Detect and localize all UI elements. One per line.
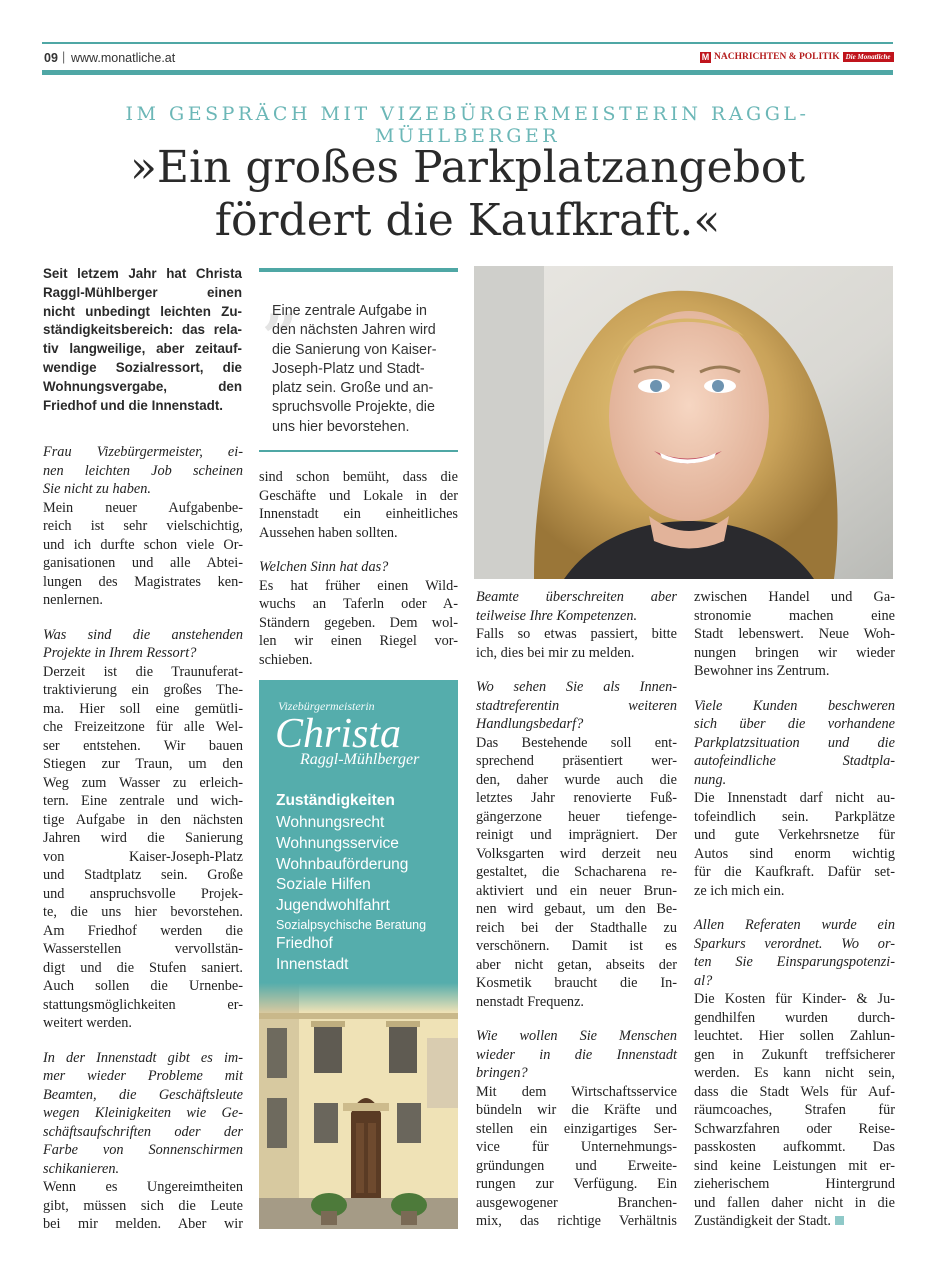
pull-quote-line: den nächsten Jahren wird bbox=[272, 322, 436, 339]
article-column-3 bbox=[476, 588, 677, 1231]
pull-quote-line: platz sein. Große und an- bbox=[272, 380, 434, 397]
responsibilities-list bbox=[276, 813, 426, 976]
responsibility-item: Soziale Hilfen bbox=[276, 876, 371, 894]
portrait-image bbox=[474, 266, 893, 579]
article-column-1 bbox=[43, 443, 243, 1234]
interview-answer bbox=[694, 990, 895, 1231]
lead-line: Seit letzem Jahr hat Christa bbox=[43, 266, 242, 281]
text-line: Kosmetik braucht die In- bbox=[476, 975, 677, 991]
end-mark-icon bbox=[835, 1216, 844, 1225]
info-box-role: Vizebürgermeisterin bbox=[278, 699, 375, 713]
text-line: Welchen Sinn hat das? bbox=[259, 559, 389, 575]
text-line: den, daher wurde auch die bbox=[476, 771, 677, 788]
text-line: digt und die Stufen saniert. bbox=[43, 959, 243, 976]
text-line: teilweise Ihre Kompetenzen. bbox=[476, 607, 638, 624]
interview-question bbox=[476, 588, 677, 625]
text-line: Farbe von Sonnenschirmen bbox=[43, 1142, 243, 1158]
text-line: wuchs an Taferln oder A- bbox=[259, 596, 458, 612]
text-line: aber nicht getan, abseits der bbox=[476, 956, 677, 973]
text-line: Allen Referaten wurde ein bbox=[694, 917, 895, 933]
interview-question bbox=[694, 697, 895, 790]
text-line: Jahren wird die Sanierung bbox=[43, 830, 243, 846]
text-line: Autos sind enorm wichtig bbox=[694, 845, 895, 862]
lead-line: nicht unbedingt leichten Zu- bbox=[43, 303, 242, 319]
interview-answer bbox=[694, 588, 895, 681]
text-line: nen leichten Job scheinen bbox=[43, 462, 243, 479]
text-line: stattungsmöglichkeiten er- bbox=[43, 996, 243, 1013]
text-line: ten Sie Einsparungspotenzi- bbox=[694, 954, 895, 970]
text-line: autofeindliche Stadtpla- bbox=[694, 753, 895, 769]
text-line: te, die uns hier bevorstehen. bbox=[43, 904, 243, 920]
info-box-last-name: Raggl-Mühlberger bbox=[300, 751, 420, 768]
interview-answer bbox=[476, 734, 677, 1012]
text-line-wrapper bbox=[694, 1212, 895, 1231]
interview-answer bbox=[43, 499, 243, 610]
text-line: Innenstadt ein einheitliches bbox=[259, 506, 458, 522]
text-line: leuchtet. Hier sollen Zahlun- bbox=[694, 1028, 895, 1044]
text-line: sind keine Leistungen mit er- bbox=[694, 1157, 895, 1174]
text-line: Die Kosten für Kinder- & Ju- bbox=[694, 991, 895, 1007]
text-line: und fallen daher nicht in die bbox=[694, 1194, 895, 1211]
text-line: stronomie machen eine bbox=[694, 607, 895, 624]
text-line: Sie nicht zu haben. bbox=[43, 481, 152, 497]
paragraph-gap bbox=[259, 542, 458, 558]
text-line: verschönern. Damit ist es bbox=[476, 938, 677, 954]
interview-answer bbox=[476, 1083, 677, 1231]
pull-quote-line: uns hier bevorstehen. bbox=[272, 418, 410, 435]
text-line: für die Kaufkraft. Dafür set- bbox=[694, 864, 895, 880]
text-line: letztes Jahr renovierte Fuß- bbox=[476, 790, 677, 806]
text-line: Bewohner ins Zentrum. bbox=[694, 663, 830, 679]
text-line: rungen zur Verfügung. Ein bbox=[476, 1176, 677, 1192]
interview-question bbox=[694, 916, 895, 990]
portrait-photo bbox=[474, 266, 893, 579]
interview-question bbox=[259, 558, 458, 577]
interview-answer bbox=[43, 1178, 243, 1234]
text-line: ausgewogener Branchen- bbox=[476, 1194, 677, 1211]
text-line: bringen? bbox=[476, 1065, 528, 1081]
text-line: stadtreferentin weiteren bbox=[476, 697, 677, 714]
text-line: nungen bringen wir wieder bbox=[694, 644, 895, 661]
text-line: reinigt und imprägniert. Der bbox=[476, 827, 677, 843]
paragraph-gap bbox=[43, 1033, 243, 1049]
text-line: Wenn es Ungereimtheiten bbox=[43, 1179, 243, 1195]
text-line: sprechend präsentiert wer- bbox=[476, 753, 677, 769]
text-line: Schwarzfahren oder Reise- bbox=[694, 1120, 895, 1137]
paragraph-gap bbox=[694, 900, 895, 916]
header-band bbox=[42, 70, 893, 75]
text-line: ser entstehen. Wir bauen bbox=[43, 737, 243, 754]
kicker: IM GESPRÄCH MIT VIZEBÜRGERMEISTERIN RAGGL-MÜHLBERGER bbox=[125, 103, 810, 147]
responsibility-item: Wohnungsservice bbox=[276, 834, 399, 852]
text-line: mix, das richtige Verhältnis bbox=[476, 1213, 677, 1229]
text-line: gibt, müssen sich die Leute bbox=[43, 1197, 243, 1214]
text-line: Es hat früher einen Wild- bbox=[259, 577, 458, 594]
interview-question bbox=[43, 626, 243, 663]
text-line: werden. Es kann nicht sein, bbox=[694, 1065, 895, 1081]
text-line: und Stadtplatz sein. Große bbox=[43, 867, 243, 883]
article-column-4 bbox=[694, 588, 895, 1231]
text-line: Geschäfte und Lokale in der bbox=[259, 487, 458, 504]
text-line: Auch sollen die Urnenbe- bbox=[43, 978, 243, 994]
text-line: traktivierung ein großes The- bbox=[43, 682, 243, 698]
publication-logo: Die Monatliche bbox=[843, 52, 894, 62]
building-image bbox=[259, 983, 458, 1229]
text-line: Stiegen zur Traun, um den bbox=[43, 756, 243, 772]
text-line: gen in Zukunft treffsicherer bbox=[694, 1046, 895, 1063]
text-line: len wir einen Riegel vor- bbox=[259, 633, 458, 649]
text-line: al? bbox=[694, 972, 713, 989]
lead-line: Raggl-Mühlberger einen bbox=[43, 284, 242, 300]
text-line: Handlungsbedarf? bbox=[476, 716, 584, 732]
article-column-2 bbox=[259, 468, 458, 669]
paragraph-gap bbox=[476, 1011, 677, 1027]
text-line: Beamten, die Geschäftsleute bbox=[43, 1086, 243, 1103]
responsibility-item: Wohnbauförderung bbox=[276, 855, 409, 873]
text-line: che Freizeitzone für alle Wel- bbox=[43, 719, 243, 735]
text-line: passkosten aufkommt. Das bbox=[694, 1139, 895, 1155]
interview-answer bbox=[476, 625, 677, 662]
interview-question bbox=[476, 1027, 677, 1083]
quote-mark-icon: „ bbox=[263, 265, 299, 338]
text-line: gestaltet, die Schacharena re- bbox=[476, 864, 677, 880]
pull-quote-text bbox=[272, 302, 462, 437]
text-line: zwischen Handel und Ga- bbox=[694, 589, 895, 605]
text-line: mer wieder Probleme mit bbox=[43, 1068, 243, 1084]
text-line: Weg zum Wasser zu erleich- bbox=[43, 774, 243, 791]
pull-quote-line: Eine zentrale Aufgabe in bbox=[272, 303, 427, 319]
headline bbox=[42, 141, 893, 247]
text-line: Am Friedhof werden die bbox=[43, 922, 243, 939]
text-line: ze ich mich ein. bbox=[694, 882, 785, 899]
text-line: Parkplatzsituation und die bbox=[694, 734, 895, 751]
text-line: ganisationen und alle Abtei- bbox=[43, 555, 243, 571]
pull-quote-line: die Sanierung von Kaiser- bbox=[272, 341, 437, 358]
text-line: nenstadt Frequenz. bbox=[476, 993, 584, 1010]
text-line: gendhilfen wurden durch- bbox=[694, 1009, 895, 1026]
text-line: Volksgarten wird derzeit neu bbox=[476, 845, 677, 862]
text-line: tofeindlich sein. Parkplätze bbox=[694, 808, 895, 825]
text-line: und gute Verkehrsnetze für bbox=[694, 827, 895, 843]
text-line: wieder in die Innenstadt bbox=[476, 1046, 677, 1063]
text-line: aktiviert und ein neuer Brun- bbox=[476, 882, 677, 899]
interview-answer bbox=[43, 663, 243, 1033]
text-line: tern. Eine zentrale und wich- bbox=[43, 793, 243, 809]
text-line: ich, dies bei mir zu melden. bbox=[476, 644, 635, 661]
text-line: sich über die vorhandene bbox=[694, 716, 895, 732]
responsibility-item: Wohnungsrecht bbox=[276, 814, 385, 831]
text-line: und anspruchsvolle Projek- bbox=[43, 885, 243, 902]
text-line: Derzeit ist die Traunuferat- bbox=[43, 663, 243, 680]
responsibility-item: Innenstadt bbox=[276, 955, 349, 973]
text-line: Stadt lebenswert. Neue Woh- bbox=[694, 626, 895, 642]
lead-line: Friedhof und die Innenstadt. bbox=[43, 397, 224, 413]
text-line: Wasserstellen vervollstän- bbox=[43, 941, 243, 957]
header-top-rule bbox=[42, 42, 893, 44]
text-line: Sparkurs verordnet. Wo or- bbox=[694, 935, 895, 952]
text-line: Viele Kunden beschweren bbox=[694, 697, 895, 714]
text-line: Mein neuer Aufgabenbe- bbox=[43, 499, 243, 516]
text-line: sind schon bemüht, dass die bbox=[259, 469, 458, 485]
text-line: tige Aufgabe in den nächsten bbox=[43, 811, 243, 828]
interview-question bbox=[43, 443, 243, 499]
lead-line: Wohnungsvergabe, den bbox=[43, 378, 242, 394]
text-line: ma. Hier soll eine gemütli- bbox=[43, 700, 243, 717]
paragraph-gap bbox=[694, 681, 895, 697]
interview-question bbox=[43, 1049, 243, 1179]
text-line: und ich durfte schon viele Or- bbox=[43, 536, 243, 553]
pull-quote-line: spruchsvolle Projekte, die bbox=[272, 399, 435, 416]
interview-answer bbox=[259, 468, 458, 542]
text-line: nung. bbox=[694, 771, 727, 788]
responsibility-sub-item: Sozialpsychische Beratung bbox=[276, 917, 427, 932]
text-line: Projekte in Ihrem Ressort? bbox=[43, 645, 197, 661]
lead-line: tiv langweilige, aber zeitauf- bbox=[43, 341, 242, 357]
text-line: Ständern gegeben. Dem wol- bbox=[259, 614, 458, 631]
text-line: vice für Unternehmungs- bbox=[476, 1139, 677, 1155]
text-line: räumcoaches, Strafen für bbox=[694, 1102, 895, 1118]
text-line: schäftsaufschriften oder der bbox=[43, 1123, 243, 1140]
text-line: schikanieren. bbox=[43, 1160, 120, 1177]
text-line: bei mir melden. Aber wir bbox=[43, 1216, 243, 1232]
text-line: Aussehen haben sollten. bbox=[259, 524, 398, 541]
text-line: lungen des Magistrates ken- bbox=[43, 573, 243, 590]
text-line: Beamte überschreiten aber bbox=[476, 589, 677, 605]
headline-line-2: fördert die Kaufkraft.« bbox=[214, 195, 721, 246]
header-separator: | bbox=[62, 50, 66, 64]
text-line: Wo sehen Sie als Innen- bbox=[476, 679, 677, 695]
text-line: reich bei der Stadthalle zu bbox=[476, 919, 677, 936]
paragraph-gap bbox=[476, 662, 677, 678]
text-line: Das Bestehende soll ent- bbox=[476, 734, 677, 751]
text-line: gründungen und Erweite- bbox=[476, 1157, 677, 1174]
page-number: 09 bbox=[44, 51, 58, 65]
lead-line: ständigkeitsbereich: das rela- bbox=[43, 322, 242, 338]
text-line: nen wird gebaut, um den Be- bbox=[476, 901, 677, 917]
header-url[interactable]: www.monatliche.at bbox=[71, 51, 176, 65]
text-line: schieben. bbox=[259, 651, 313, 668]
text-line: zieherischem Hintergrund bbox=[694, 1176, 895, 1192]
text-line: bündeln wir die Kräfte und bbox=[476, 1102, 677, 1118]
text-line: weitert werden. bbox=[43, 1015, 132, 1031]
info-box-title: Zuständigkeiten bbox=[276, 792, 395, 809]
text-line: nenlernen. bbox=[43, 592, 103, 608]
lead-line: wendige Sozialressort, die bbox=[43, 359, 242, 375]
info-box-first-name: Christa bbox=[275, 711, 402, 757]
headline-line-1: »Ein großes Parkplatzangebot bbox=[129, 142, 806, 193]
pull-quote-line: Joseph-Platz und Stadt- bbox=[272, 360, 425, 377]
interview-answer bbox=[694, 789, 895, 900]
rubric-label: NACHRICHTEN & POLITIK bbox=[714, 52, 840, 62]
section-rubric bbox=[700, 52, 894, 63]
text-line: wegen Kleinigkeiten wie Ge- bbox=[43, 1105, 243, 1121]
paragraph-gap bbox=[43, 610, 243, 626]
text-line: stellen ein einzigartiges Ser- bbox=[476, 1120, 677, 1137]
lead-paragraph bbox=[43, 265, 242, 415]
text-line: dass die Stadt Wels für Auf- bbox=[694, 1083, 895, 1100]
text-line: Mit dem Wirtschaftsservice bbox=[476, 1083, 677, 1100]
building-photo bbox=[259, 983, 458, 1229]
responsibility-item: Friedhof bbox=[276, 934, 333, 952]
text-line: Was sind die anstehenden bbox=[43, 626, 243, 643]
text-line: Wie wollen Sie Menschen bbox=[476, 1028, 677, 1044]
rubric-m-icon: M bbox=[701, 52, 710, 62]
text-line: Frau Vizebürgermeister, ei- bbox=[43, 444, 243, 460]
text-line: reich ist sehr vielschichtig, bbox=[43, 518, 243, 534]
text-line: In der Innenstadt gibt es im- bbox=[43, 1049, 243, 1066]
text-line: von Kaiser-Joseph-Platz bbox=[43, 848, 243, 865]
text-line: Zuständigkeit der Stadt. bbox=[694, 1213, 831, 1229]
text-line: gängerzone heuer tiefenge- bbox=[476, 808, 677, 825]
responsibility-item: Jugendwohlfahrt bbox=[276, 897, 390, 915]
text-line: Falls so etwas passiert, bitte bbox=[476, 626, 677, 642]
interview-question bbox=[476, 678, 677, 734]
text-line: Die Innenstadt darf nicht au- bbox=[694, 790, 895, 806]
interview-answer bbox=[259, 577, 458, 670]
